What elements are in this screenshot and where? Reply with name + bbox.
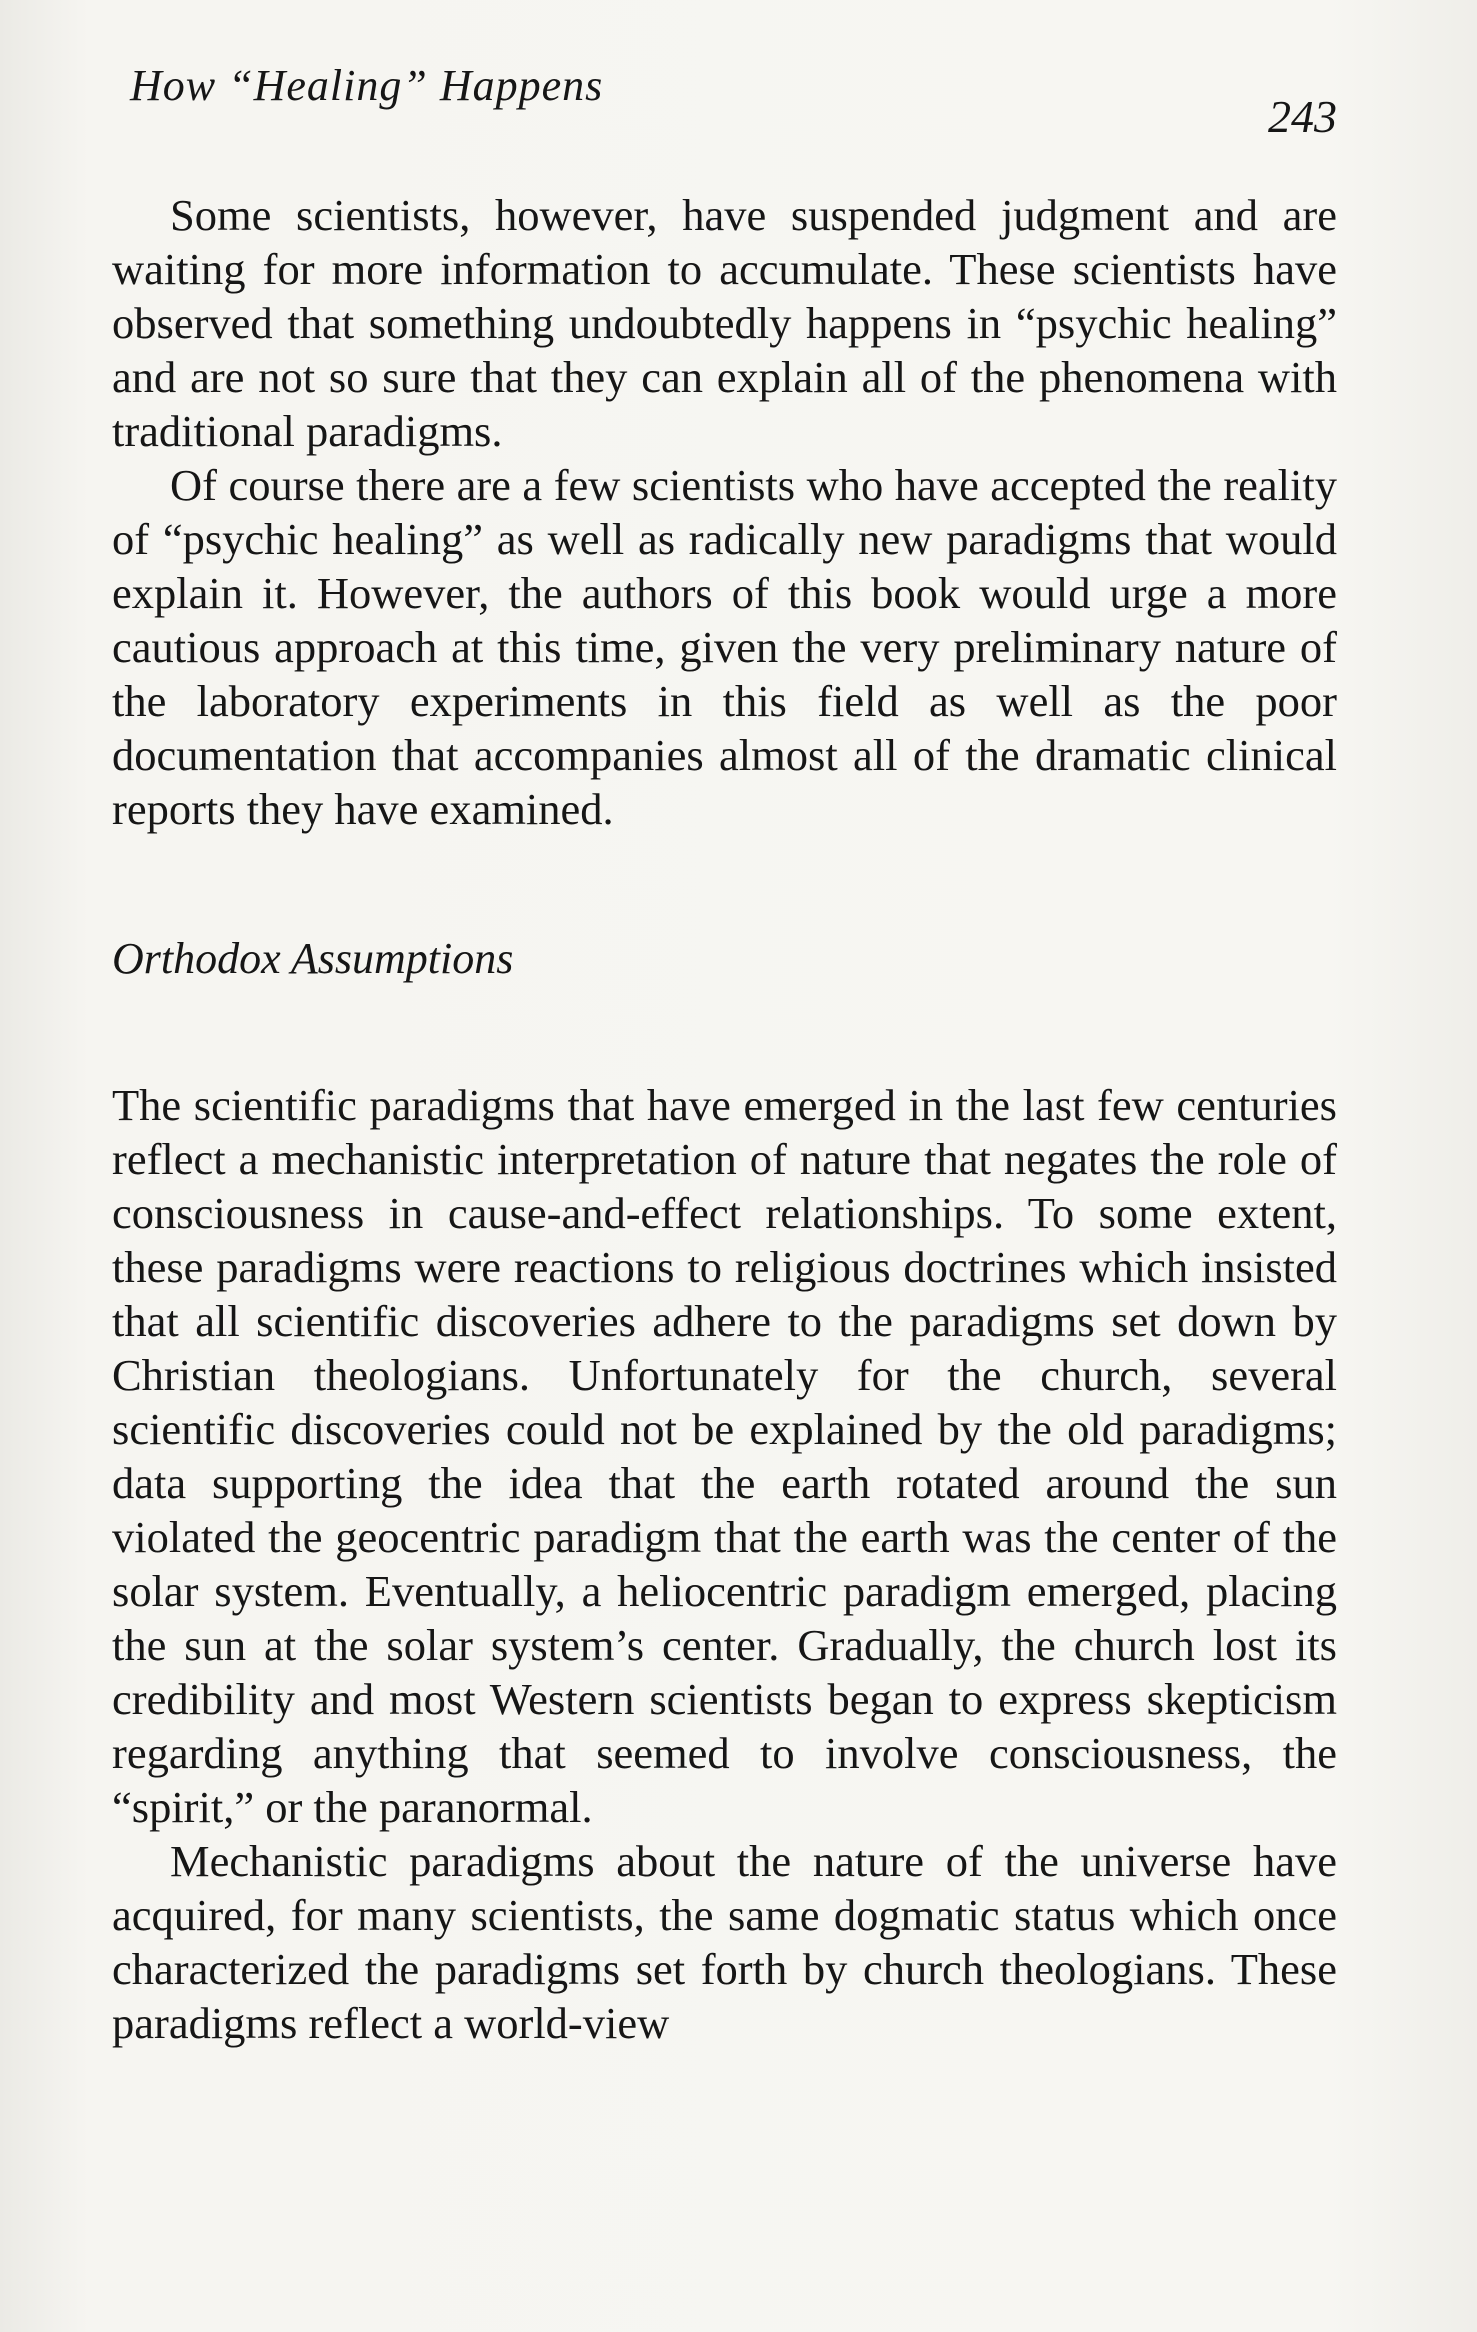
page-number: 243 [1268, 91, 1337, 142]
paragraph-4: Mechanistic paradigms about the nature of the universe have acquired, for many scientists, the same dogmatic status which once characterized the paradigms set forth by church theologians. These paradigms reflect a world-view [112, 1836, 1337, 2048]
paragraph-1: Some scientists, however, have suspended judgment and are waiting for more information to accumulate. These scientists have observed that something undoubtedly happens in “psychic healing” and are not so sure that they can explain all of the phenomena with traditional paradigms. [112, 190, 1337, 456]
section-heading: Orthodox Assumptions [112, 934, 514, 983]
running-head: How “Healing” Happens [130, 61, 604, 110]
paragraph-2: Of course there are a few scientists who have accepted the reality of “psychic healing” as well as radically new paradigms that would explain it. However, the authors of this book would urge a more cautious approach at this time, given the very preliminary nature of the laboratory experiments in this field as well as the poor documentation that accompanies almost all of the dramatic clinical reports they have examined. [112, 460, 1337, 834]
paragraph-3: The scientific paradigms that have emerged in the last few centuries reflect a mechanistic interpretation of nature that negates the role of consciousness in cause-and-effect relationships. To some extent, these paradigms were reactions to religious doctrines which insisted that all scientific discoveries adhere to the paradigms set down by Christian theologians. Unfortunately for the church, several scientific discoveries could not be explained by the old paradigms; data supporting the idea that the earth rotated around the sun violated the geocentric paradigm that the earth was the center of the solar system. Eventually, a heliocentric paradigm emerged, placing the sun at the solar system’s center. Gradually, the church lost its credibility and most Western scientists began to express skepticism regarding anything that seemed to involve consciousness, the “spirit,” or the paranormal. [112, 1080, 1337, 1832]
body-text [112, 188, 1337, 2050]
